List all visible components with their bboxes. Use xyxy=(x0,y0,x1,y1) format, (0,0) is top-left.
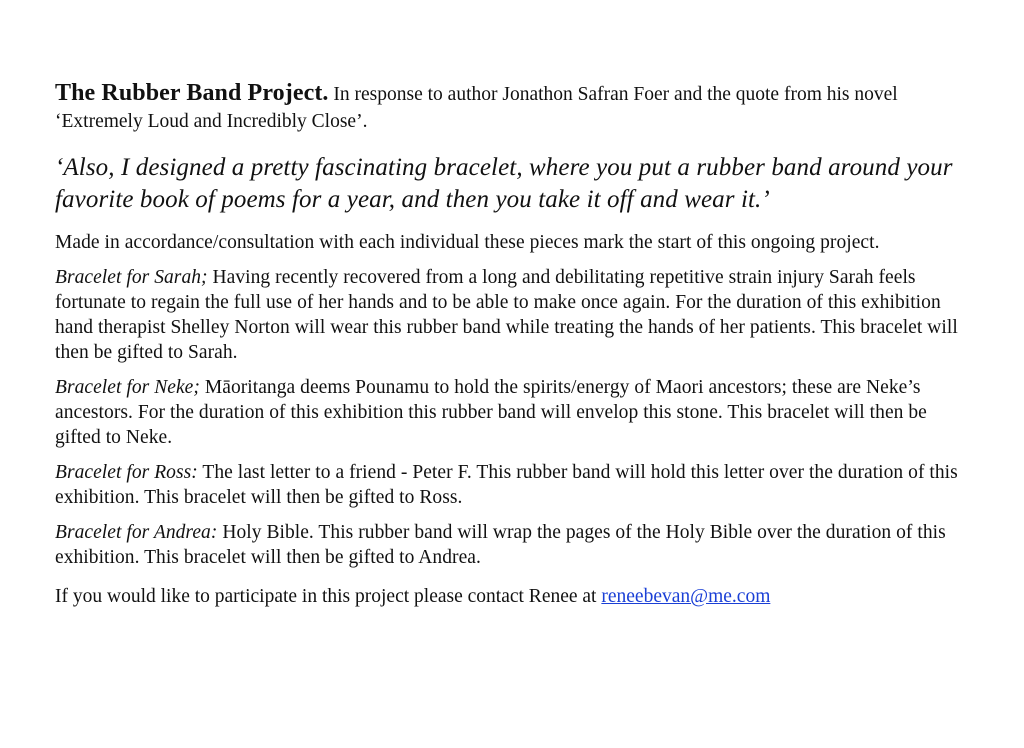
bracelet-sarah-text: Having recently recovered from a long and debilitating repetitive strain injury Sarah feels fortunate to regain the full use of her hands and to be able to make once again. For the duration of this exhibition hand therapist Shelley Norton will wear this rubber band while treating the hands of her patients. This bracelet will then be gifted to Sarah. xyxy=(55,267,958,363)
bracelet-neke-paragraph xyxy=(55,375,965,450)
bracelet-ross-paragraph xyxy=(55,460,965,510)
bracelet-ross-lead: Bracelet for Ross: xyxy=(55,462,198,483)
bracelet-sarah-paragraph xyxy=(55,265,965,365)
bracelet-sarah-lead: Bracelet for Sarah; xyxy=(55,267,208,288)
email-link[interactable]: reneebevan@me.com xyxy=(601,586,771,607)
contact-text: If you would like to participate in this project please contact Renee at xyxy=(55,586,602,607)
bracelet-andrea-lead: Bracelet for Andrea: xyxy=(55,522,218,543)
document-page xyxy=(55,80,965,609)
intro-paragraph xyxy=(55,80,965,135)
bracelet-ross-text: The last letter to a friend - Peter F. This rubber band will hold this letter over the duration of this exhibition. This bracelet will then be gifted to Ross. xyxy=(55,462,958,508)
quote-paragraph: ‘Also, I designed a pretty fascinating bracelet, where you put a rubber band around your favorite book of poems for a year, and then you take it off and wear it.’ xyxy=(55,154,953,213)
bracelet-neke-text: Māoritanga deems Pounamu to hold the spirits/energy of Maori ancestors; these are Neke’s ancestors. For the duration of this exhibition this rubber band will envelop this stone. This bracelet will then be gifted to Neke. xyxy=(55,377,927,448)
statement-paragraph: Made in accordance/consultation with each individual these pieces mark the start of this ongoing project. xyxy=(55,232,880,253)
contact-paragraph xyxy=(55,584,965,609)
intro-text: In response to author Jonathon Safran Foer and the quote from his novel ‘Extremely Loud and Incredibly Close’. xyxy=(55,84,898,132)
document-title: The Rubber Band Project. xyxy=(55,80,329,106)
bracelet-andrea-text: Holy Bible. This rubber band will wrap the pages of the Holy Bible over the duration of this exhibition. This bracelet will then be gifted to Andrea. xyxy=(55,522,946,568)
bracelet-andrea-paragraph xyxy=(55,520,965,570)
bracelet-neke-lead: Bracelet for Neke; xyxy=(55,377,200,398)
